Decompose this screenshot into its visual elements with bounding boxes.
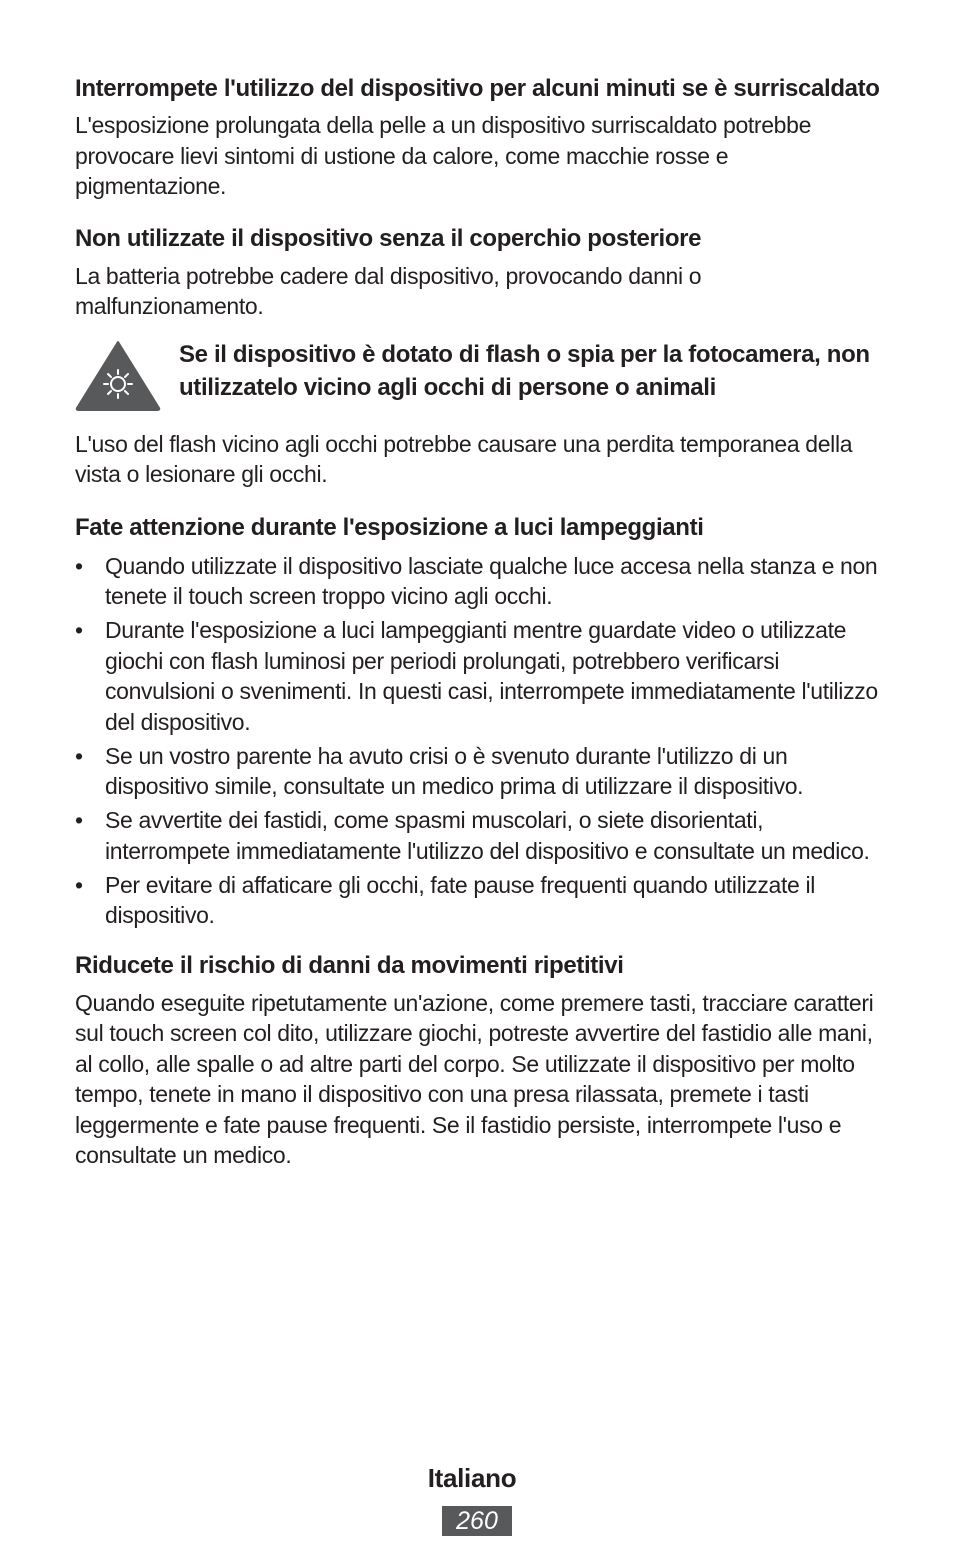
section-heading: Interrompete l'utilizzo del dispositivo per alcuni minuti se è surriscaldato	[75, 75, 880, 102]
list-item	[75, 615, 880, 737]
section-back-cover	[75, 222, 880, 322]
section-flash	[75, 338, 880, 490]
section-body: L'esposizione prolungata della pelle a un dispositivo surriscaldato potrebbe provocare lievi sintomi di ustione da calore, come macchie rosse e pigmentazione.	[75, 112, 812, 199]
section-overheat	[75, 72, 880, 202]
bullet-symbol: •	[75, 807, 83, 833]
section-repetitive-motion	[75, 949, 880, 1171]
manual-page	[75, 72, 880, 1171]
list-item-text: Quando utilizzate il dispositivo lasciate qualche luce accesa nella stanza e non tenete il touch screen troppo vicino agli occhi.	[105, 552, 878, 609]
bullet-symbol: •	[75, 742, 83, 769]
list-item-text: Se avvertite dei fastidi, come spasmi muscolari, o siete disorientati, interrompete immediatamente l'utilizzo del dispositivo e consultate un medico.	[105, 807, 870, 864]
section-heading: Fate attenzione durante l'esposizione a luci lampeggianti	[75, 513, 704, 541]
list-item	[75, 870, 880, 931]
list-item-text: Se un vostro parente ha avuto crisi o è svenuto durante l'utilizzo di un dispositivo simile, consultate un medico prima di utilizzare il dispositivo.	[105, 742, 804, 799]
bullet-symbol: •	[75, 552, 83, 579]
list-item	[75, 805, 880, 866]
footer-language: Italiano	[427, 1463, 517, 1493]
warning-row	[75, 338, 880, 412]
list-item-text: Per evitare di affaticare gli occhi, fate pause frequenti quando utilizzate il dispositivo.	[105, 871, 815, 928]
section-body: L'uso del flash vicino agli occhi potrebbe causare una perdita temporanea della vista o lesionare gli occhi.	[75, 430, 853, 487]
bullet-list	[75, 551, 880, 931]
flash-warning-icon	[75, 340, 161, 412]
page-number-badge: 260	[442, 1506, 512, 1536]
list-item-text: Durante l'esposizione a luci lampeggianti mentre guardate video o utilizzate giochi con flash luminosi per periodi prolungati, potrebbero verificarsi convulsioni o svenimenti. In questi casi, interrompete immediatamente l'utilizzo del dispositivo.	[105, 617, 878, 735]
section-heading: Se il dispositivo è dotato di flash o spia per la fotocamera, non utilizzatelo vicino agli occhi di persone o animali	[179, 340, 870, 401]
bullet-symbol: •	[75, 617, 83, 643]
list-item	[75, 551, 880, 612]
section-flashing-lights	[75, 511, 880, 931]
bullet-symbol: •	[75, 871, 83, 898]
list-item	[75, 741, 880, 802]
section-body: Quando eseguite ripetutamente un'azione, come premere tasti, tracciare caratteri sul touch screen col dito, utilizzare giochi, potreste avvertire del fastidio alle mani, al collo, alle spalle o ad altre parti del corpo. Se utilizzate il dispositivo per molto tempo, tenete in mano il dispositivo con una presa rilassata, premete i tasti leggermente e fate pause frequenti. Se il fastidio persiste, interrompete l'uso e consultate un medico.	[75, 989, 874, 1168]
section-heading: Non utilizzate il dispositivo senza il coperchio posteriore	[75, 224, 702, 252]
section-body: La batteria potrebbe cadere dal dispositivo, provocando danni o malfunzionamento.	[75, 262, 702, 319]
section-heading: Riducete il rischio di danni da movimenti ripetitivi	[75, 951, 624, 979]
